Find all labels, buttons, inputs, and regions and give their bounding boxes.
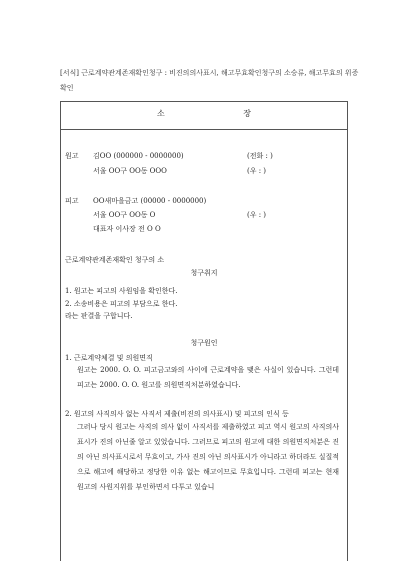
plaintiff-name: 김OO (000000 - 0000000) bbox=[93, 152, 184, 160]
case-name: 근로계약관계존재확인 청구의 소 bbox=[65, 256, 165, 264]
claim-cause-title: 청구원인 bbox=[190, 339, 218, 347]
claim-purpose-closing: 라는 판결을 구합니다. bbox=[65, 312, 133, 320]
cause-section-1-heading: 1. 근로계약체결 및 의원면직 bbox=[65, 354, 153, 362]
defendant-representative: 대표자 이사장 전 O O bbox=[93, 225, 161, 233]
plaintiff-address: 서울 OO구 OO동 OOO bbox=[93, 167, 167, 175]
plaintiff-phone: (전화 : ) bbox=[247, 152, 273, 160]
plaintiff-postal: (우 : ) bbox=[247, 167, 267, 175]
defendant-postal: (우 : ) bbox=[247, 211, 267, 219]
heading-divider bbox=[61, 129, 347, 130]
plaintiff-label: 원고 bbox=[65, 152, 79, 160]
defendant-address: 서울 OO구 OO동 O bbox=[93, 211, 156, 219]
claim-purpose-item-1: 1. 원고는 피고의 사원임을 확인한다. bbox=[65, 287, 178, 295]
cause-section-2-body: 그러나 당시 원고는 사직의 의사 없이 사직서를 제출하였고 피고 역시 원고의 사직의사표시가 진의 아닌줄 알고 있었습니다. 그러므로 피고의 원고에 대한 의원면직처분은 진의 아닌 의사표시로서 무효이고, 가사 진의 아닌 의사표시가 아니라고 하더라도 실질적으로 해고에 해당하고 정당한 이유 없는 해고이므로 무효입니다. 그런데 피고는 현재 원고의 사원지위를 부인하면서 다투고 있습니 bbox=[77, 423, 339, 491]
document-heading: 소 장 bbox=[157, 109, 289, 118]
defendant-company: OO새마을금고 (00000 - 0000000) bbox=[93, 197, 207, 205]
claim-purpose-title: 청구취지 bbox=[190, 269, 218, 277]
cause-section-2-heading: 2. 원고의 사직의사 없는 사직서 제출(비진의 의사표시) 및 피고의 인식 등 bbox=[65, 410, 289, 418]
defendant-label: 피고 bbox=[65, 197, 79, 205]
claim-purpose-item-2: 2. 소송비용은 피고의 부담으로 한다. bbox=[65, 300, 178, 308]
form-title: [서식] 근로계약관계존재확인청구 : 비진의의사표시, 해고무효확인청구의 소승류, 해고무효의 위증확인 bbox=[60, 69, 359, 92]
cause-section-1-body: 원고는 2000. O. O. 피고금고와의 사이에 근로계약을 맺은 사실이 있습니다. 그런데 피고는 2000. O. O. 원고를 의원면직처분하였습니다. bbox=[77, 366, 339, 389]
complaint-document bbox=[60, 101, 348, 561]
